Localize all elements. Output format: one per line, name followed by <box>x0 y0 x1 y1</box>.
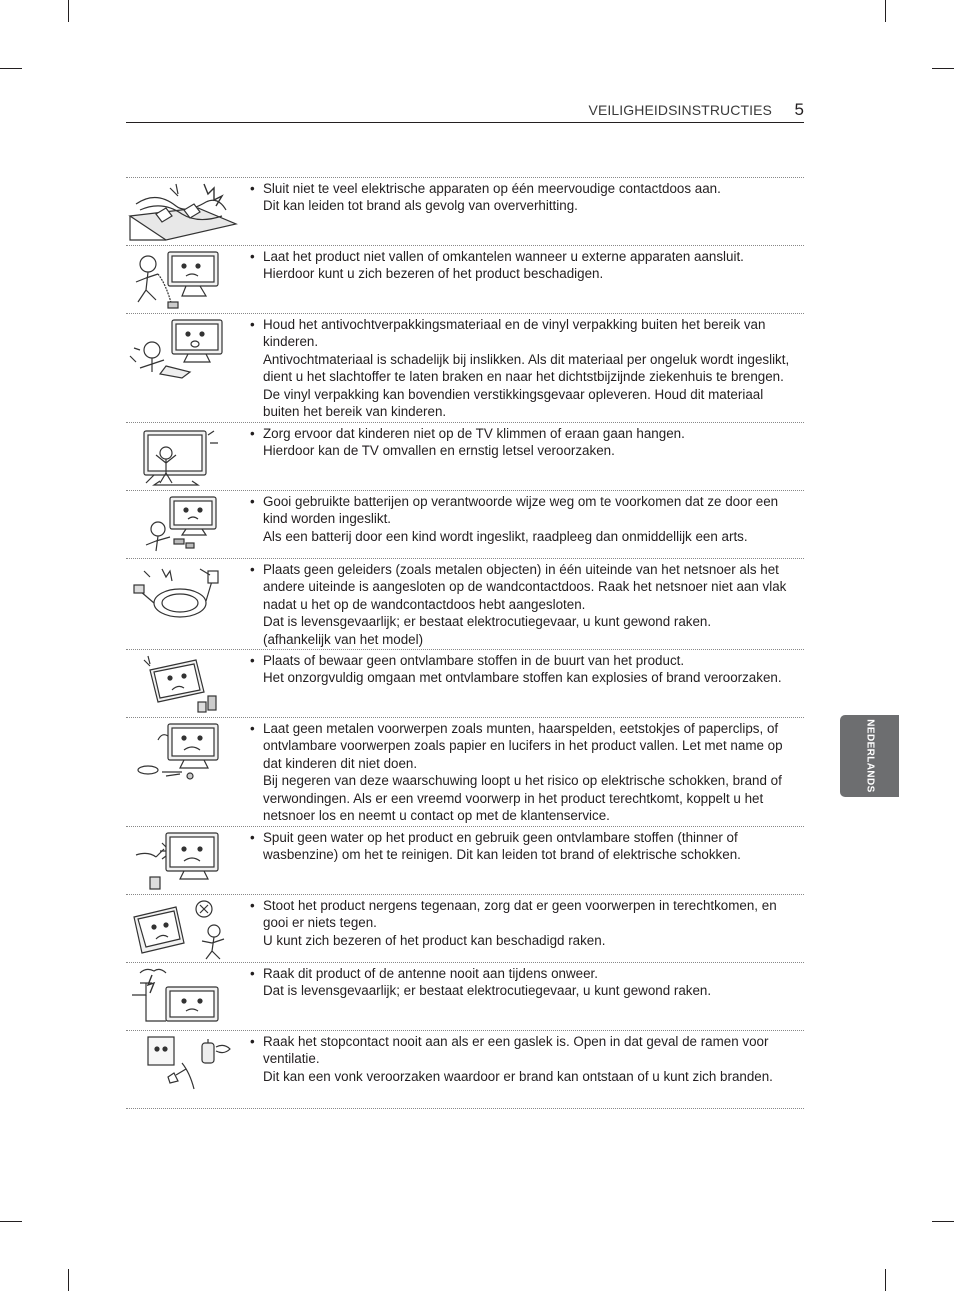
ball-hitting-tv-icon <box>126 897 238 961</box>
bullet: • <box>250 317 255 332</box>
instruction-line: Dit kan een vonk veroorzaken waardoor er brand kan ontstaan of u kunt zich branden. <box>263 1068 773 1084</box>
bullet: • <box>250 966 255 981</box>
instruction-text <box>250 425 790 460</box>
instruction-row <box>126 491 804 559</box>
power-cord-metal-icon <box>126 561 238 625</box>
crop-mark <box>932 68 954 69</box>
instruction-text <box>250 248 790 283</box>
crop-mark <box>885 0 886 22</box>
instruction-line: Sluit niet te veel elektrische apparaten op één meervoudige contactdoos aan. <box>263 181 721 196</box>
instruction-row <box>126 314 804 423</box>
bullet: • <box>250 249 255 264</box>
instruction-line: Houd het antivochtverpakkingsmateriaal en de vinyl verpakking buiten het bereik van kinderen. <box>263 317 766 350</box>
instruction-row <box>126 718 804 827</box>
instruction-text <box>250 897 790 949</box>
instruction-row <box>126 650 804 718</box>
language-tab <box>840 715 899 797</box>
bullet: • <box>250 721 255 736</box>
instruction-text <box>250 1033 790 1085</box>
instruction-line: Plaats geen geleiders (zoals metalen objecten) in één uiteinde van het netsnoer als het andere uiteinde is aangesloten op de wandcontactdoos. Raak het netsnoer niet aan vlak nadat u het op de wandcontactdoos hebt aangesloten. <box>263 562 787 612</box>
instruction-line: Spuit geen water op het product en gebruik geen ontvlambare stoffen (thinner of wasbenzine) om het te reinigen. Dit kan leiden tot brand of elektrische schokken. <box>263 830 741 863</box>
instruction-text <box>250 720 790 824</box>
instruction-line: Laat het product niet vallen of omkantelen wanneer u externe apparaten aansluit. <box>263 249 744 264</box>
instruction-line: (afhankelijk van het model) <box>263 631 424 647</box>
child-packaging-icon <box>126 316 238 380</box>
section-title: VEILIGHEIDSINSTRUCTIES <box>588 102 772 118</box>
language-tab-label: NEDERLANDS <box>864 719 875 793</box>
instruction-row <box>126 827 804 895</box>
instruction-line: Stoot het product nergens tegenaan, zorg dat er geen voorwerpen in terechtkomen, en gooi er niets tegen. <box>263 898 777 931</box>
bullet: • <box>250 181 255 196</box>
instruction-row <box>126 1031 804 1109</box>
instruction-row <box>126 178 804 246</box>
instruction-line: Plaats of bewaar geen ontvlambare stoffen in de buurt van het product. <box>263 653 685 668</box>
page-header <box>126 100 804 123</box>
instruction-line: Dat is levensgevaarlijk; er bestaat elektrocutiegevaar, u kunt gewond raken. <box>263 614 712 630</box>
power-strip-overload-icon <box>126 180 238 244</box>
instruction-line: Hierdoor kan de TV omvallen en ernstig letsel veroorzaken. <box>263 443 615 459</box>
instruction-line: Raak dit product of de antenne nooit aan tijdens onweer. <box>263 966 599 981</box>
crop-mark <box>932 1221 954 1222</box>
child-climbing-tv-icon <box>126 425 238 489</box>
crop-mark <box>885 1269 886 1291</box>
bullet: • <box>250 898 255 913</box>
bullet: • <box>250 426 255 441</box>
instruction-line: Antivochtmateriaal is schadelijk bij inslikken. Als dit materiaal per ongeluk wordt ingeslikt, dient u het slachtoffer te laten braken en naar het dichtstbijzijnde ziekenhuis te brengen. De vinyl verpakking kan bovendien verstikkingsgevaar opleveren. Houd dit materiaal buiten het bereik van kinderen. <box>263 351 790 420</box>
crop-mark <box>68 0 69 22</box>
bullet: • <box>250 1034 255 1049</box>
thunderstorm-antenna-icon <box>126 965 238 1029</box>
battery-swallow-icon <box>126 493 238 557</box>
instruction-text <box>250 561 790 648</box>
crop-mark <box>0 68 22 69</box>
instruction-row <box>126 246 804 314</box>
instruction-row <box>126 895 804 963</box>
bullet: • <box>250 653 255 668</box>
instruction-text <box>250 180 790 215</box>
instruction-line: Raak het stopcontact nooit aan als er een gaslek is. Open in dat geval de ramen voor ventilatie. <box>263 1034 769 1067</box>
instruction-row <box>126 963 804 1031</box>
instruction-line: Het onzorgvuldig omgaan met ontvlambare stoffen kan explosies of brand veroorzaken. <box>263 670 782 686</box>
instruction-text <box>250 652 790 687</box>
instruction-text <box>250 316 790 420</box>
instruction-line: Gooi gebruikte batterijen op verantwoorde wijze weg om te voorkomen dat ze door een kind worden ingeslikt. <box>263 494 779 527</box>
instruction-row <box>126 423 804 491</box>
instruction-line: Als een batterij door een kind wordt ingeslikt, raadpleeg dan onmiddellijk een arts. <box>263 528 748 544</box>
gas-leak-outlet-icon <box>126 1033 238 1097</box>
crop-mark <box>0 1221 22 1222</box>
instruction-line: Laat geen metalen voorwerpen zoals munten, haarspelden, eetstokjes of paperclips, of ontvlambare voorwerpen zoals papier en lucifers in het product vallen. Let met name op dat kinderen dit niet doen. <box>263 721 783 771</box>
instruction-line: Zorg ervoor dat kinderen niet op de TV klimmen of eraan gaan hangen. <box>263 426 685 441</box>
safety-instructions-table <box>126 177 804 1109</box>
instruction-text <box>250 965 790 1000</box>
water-spray-tv-icon <box>126 829 238 893</box>
bullet: • <box>250 830 255 845</box>
instruction-line: U kunt zich bezeren of het product kan beschadigd raken. <box>263 932 606 948</box>
instruction-line: Dat is levensgevaarlijk; er bestaat elektrocutiegevaar, u kunt gewond raken. <box>263 983 712 999</box>
instruction-row <box>126 559 804 650</box>
bullet: • <box>250 494 255 509</box>
instruction-text <box>250 829 790 864</box>
crop-mark <box>68 1269 69 1291</box>
tv-fall-cable-icon <box>126 248 238 312</box>
instruction-line: Hierdoor kunt u zich bezeren of het product beschadigen. <box>263 266 604 282</box>
instruction-text <box>250 493 790 545</box>
metal-objects-tv-icon <box>126 720 238 784</box>
page-number: 5 <box>794 100 804 119</box>
instruction-line: Bij negeren van deze waarschuwing loopt u het risico op elektrische schokken, brand of verwondingen. Als er een vreemd voorwerp in het product terechtkomt, koppelt u het netsnoer los en neemt u contact op met de klantenservice. <box>263 773 782 824</box>
bullet: • <box>250 562 255 577</box>
instruction-line: Dit kan leiden tot brand als gevolg van oververhitting. <box>263 198 578 214</box>
flammable-spray-icon <box>126 652 238 716</box>
